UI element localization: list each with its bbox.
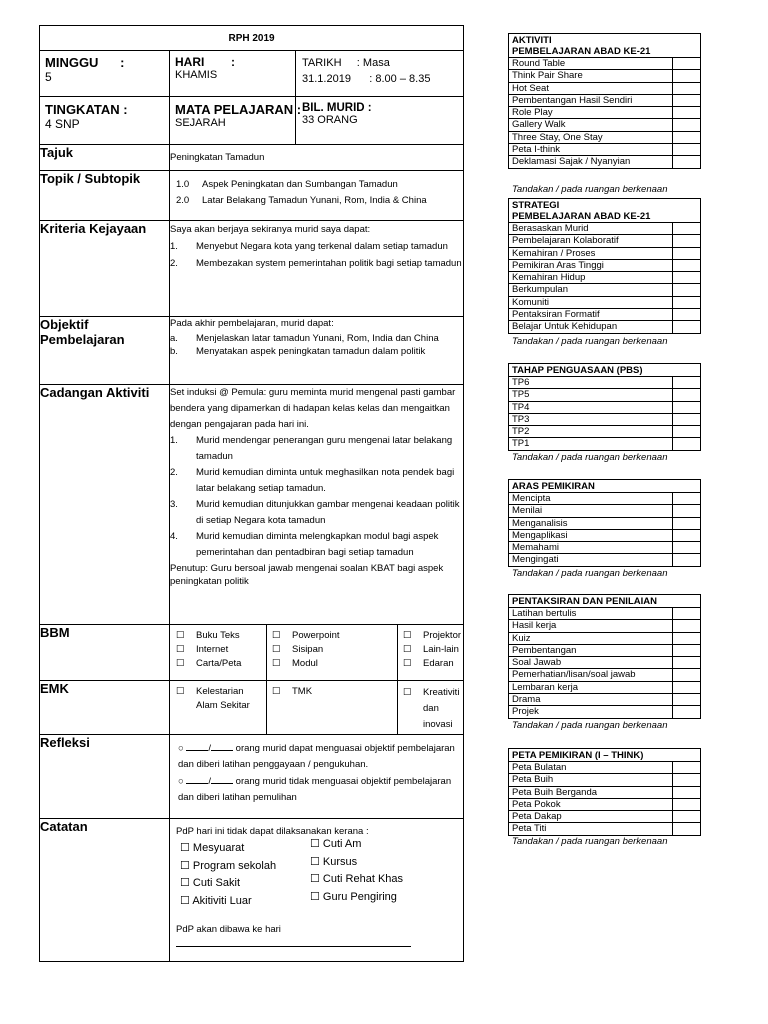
checkbox-icon[interactable]: ☐ bbox=[310, 873, 323, 885]
cadangan-item: 2. Murid kemudian diminta untuk meghasilkan nota pendek bagi latar belakang setiap tamadun. bbox=[170, 467, 455, 494]
list-item bbox=[509, 669, 701, 681]
list-item-label: Peta Dakap bbox=[509, 811, 673, 823]
mapel-value: SEJARAH bbox=[175, 117, 226, 129]
blank-field[interactable] bbox=[211, 740, 233, 751]
list-item bbox=[509, 156, 701, 168]
bullet-circle-icon: ○ bbox=[178, 743, 187, 754]
checkbox-icon[interactable]: ☐ bbox=[176, 630, 185, 641]
list-item bbox=[509, 58, 701, 70]
list-item bbox=[509, 517, 701, 529]
list-item-label: Pembentangan bbox=[509, 644, 673, 656]
emk-option[interactable]: ☐ TMK bbox=[272, 686, 313, 697]
list-item bbox=[509, 272, 701, 284]
refleksi-line: ○ / orang murid dapat menguasai objektif pembelajaran dan diberi latihan penggayaan / pengukuhan. bbox=[178, 740, 458, 773]
list-item bbox=[509, 620, 701, 632]
list-item bbox=[509, 144, 701, 156]
rph-title-cell bbox=[40, 26, 464, 51]
tick-cell[interactable] bbox=[673, 517, 701, 529]
tick-cell[interactable] bbox=[673, 119, 701, 131]
list-item bbox=[509, 608, 701, 620]
aras-note: Tandakan / pada ruangan berkenaan bbox=[512, 568, 668, 579]
tick-cell[interactable] bbox=[673, 620, 701, 632]
list-item bbox=[509, 554, 701, 566]
tick-cell[interactable] bbox=[673, 247, 701, 259]
list-item bbox=[509, 107, 701, 119]
list-item bbox=[509, 377, 701, 389]
objektif-label: Objektif Pembelajaran bbox=[40, 317, 170, 385]
checkbox-icon[interactable]: ☐ bbox=[180, 842, 193, 854]
list-item-label: Mengingati bbox=[509, 554, 673, 566]
pentaksiran-note: Tandakan / pada ruangan berkenaan bbox=[512, 720, 668, 731]
refleksi-label: Refleksi bbox=[40, 735, 170, 819]
list-item-label: Memahami bbox=[509, 542, 673, 554]
catatan-option[interactable]: ☐ Guru Pengiring bbox=[310, 890, 397, 903]
hari-value: KHAMIS bbox=[175, 69, 218, 81]
checkbox-icon[interactable]: ☐ bbox=[176, 686, 185, 697]
tick-cell[interactable] bbox=[673, 542, 701, 554]
checkbox-icon[interactable]: ☐ bbox=[180, 894, 193, 907]
tick-cell[interactable] bbox=[673, 107, 701, 119]
list-item bbox=[509, 505, 701, 517]
strategi-title: STRATEGI PEMBELAJARAN ABAD KE-21 bbox=[509, 199, 701, 223]
list-item bbox=[509, 644, 701, 656]
list-item bbox=[509, 131, 701, 143]
tick-cell[interactable] bbox=[673, 554, 701, 566]
checkbox-icon[interactable]: ☐ bbox=[180, 859, 193, 872]
bbm-option[interactable]: ☐ Sisipan bbox=[272, 644, 324, 655]
list-item-label: Peta Buih Berganda bbox=[509, 786, 673, 798]
aktiviti-note: Tandakan / pada ruangan berkenaan bbox=[512, 184, 668, 195]
topik-content bbox=[170, 171, 464, 221]
tick-cell[interactable] bbox=[673, 669, 701, 681]
tarikh-cell bbox=[296, 51, 464, 97]
mapel-label: MATA PELAJARAN : bbox=[175, 102, 302, 117]
catatan-option[interactable]: ☐ Program sekolah bbox=[180, 859, 277, 872]
tick-cell[interactable] bbox=[673, 259, 701, 271]
catatan-option[interactable]: ☐ Cuti Am bbox=[310, 838, 362, 850]
cadangan-item: 4. Murid kemudian diminta melengkapkan modul bagi aspek pemerintahan dan pentadbiran bagi setiap tamadun bbox=[170, 531, 439, 558]
list-item bbox=[509, 493, 701, 505]
tick-cell[interactable] bbox=[673, 296, 701, 308]
list-item-label: Round Table bbox=[509, 58, 673, 70]
checkbox-icon[interactable]: ☐ bbox=[310, 838, 323, 850]
murid-value: 33 ORANG bbox=[302, 114, 358, 126]
list-item bbox=[509, 223, 701, 235]
cadangan-intro: Set induksi @ Pemula: guru meminta murid mengenal pasti gambar bendera yang dipamerkan di hadapan kelas kelas dan mengaitkan dengan pengajaran pada hari ini. bbox=[170, 387, 456, 430]
checkbox-icon[interactable]: ☐ bbox=[403, 630, 412, 641]
list-item bbox=[509, 259, 701, 271]
emk-option[interactable]: ☐ Kelestarian Alam Sekitar bbox=[176, 686, 250, 711]
catatan-option[interactable]: ☐ Akitiviti Luar bbox=[180, 894, 252, 907]
tick-cell[interactable] bbox=[673, 774, 701, 786]
bbm-option[interactable]: ☐ Lain-lain bbox=[403, 644, 459, 655]
list-item bbox=[509, 798, 701, 810]
tick-cell[interactable] bbox=[673, 706, 701, 718]
list-item-label: Berkumpulan bbox=[509, 284, 673, 296]
blank-field[interactable] bbox=[186, 773, 208, 784]
list-item bbox=[509, 321, 701, 333]
list-item-label: Gallery Walk bbox=[509, 119, 673, 131]
checkbox-icon[interactable]: ☐ bbox=[272, 630, 281, 641]
list-item-label: Belajar Untuk Kehidupan bbox=[509, 321, 673, 333]
catatan-blank-line[interactable] bbox=[176, 938, 411, 947]
list-item bbox=[509, 681, 701, 693]
list-item-label: Pentaksiran Formatif bbox=[509, 309, 673, 321]
list-item-label: TP4 bbox=[509, 401, 673, 413]
list-item bbox=[509, 542, 701, 554]
aktiviti-table bbox=[508, 33, 701, 169]
list-item bbox=[509, 413, 701, 425]
topik-label: Topik / Subtopik bbox=[40, 171, 170, 221]
emk-label: EMK bbox=[40, 681, 170, 735]
list-item bbox=[509, 389, 701, 401]
tingkatan-label: TINGKATAN : bbox=[45, 102, 128, 117]
tick-cell[interactable] bbox=[673, 681, 701, 693]
topik-item: 1.0 Aspek Peningkatan dan Sumbangan Tamadun bbox=[176, 179, 398, 190]
tick-cell[interactable] bbox=[673, 798, 701, 810]
blank-field[interactable] bbox=[211, 773, 233, 784]
emk-option[interactable]: ☐ Kreativiti dan inovasi bbox=[403, 687, 460, 730]
list-item-label: Kuiz bbox=[509, 632, 673, 644]
kriteria-intro: Saya akan berjaya sekiranya murid saya dapat: bbox=[170, 224, 371, 235]
list-item-label: Mencipta bbox=[509, 493, 673, 505]
hari-label: HARI : bbox=[175, 55, 235, 69]
list-item-label: Kemahiran Hidup bbox=[509, 272, 673, 284]
tick-cell[interactable] bbox=[673, 762, 701, 774]
list-item bbox=[509, 401, 701, 413]
topik-item: 2.0 Latar Belakang Tamadun Yunani, Rom, India & China bbox=[176, 195, 427, 206]
list-item-label: Menilai bbox=[509, 505, 673, 517]
list-item-label: Soal Jawab bbox=[509, 657, 673, 669]
catatan-content bbox=[170, 819, 464, 962]
bullet-circle-icon: ○ bbox=[178, 776, 187, 787]
list-item-label: Peta Pokok bbox=[509, 798, 673, 810]
list-item bbox=[509, 694, 701, 706]
catatan-footer: PdP akan dibawa ke hari bbox=[176, 924, 281, 935]
list-item-label: TP1 bbox=[509, 438, 673, 450]
list-item bbox=[509, 70, 701, 82]
bbm-option[interactable]: ☐ Powerpoint bbox=[272, 630, 340, 641]
checkbox-icon[interactable]: ☐ bbox=[403, 658, 412, 669]
kriteria-item: 1. Menyebut Negara kota yang terkenal dalam setiap tamadun bbox=[170, 241, 448, 252]
minggu-label: MINGGU : bbox=[45, 55, 125, 70]
tick-cell[interactable] bbox=[673, 401, 701, 413]
list-item-label: Kemahiran / Proses bbox=[509, 247, 673, 259]
bbm-col2 bbox=[267, 625, 398, 681]
emk-col3 bbox=[398, 681, 464, 735]
list-item bbox=[509, 438, 701, 450]
tick-cell[interactable] bbox=[673, 426, 701, 438]
aras-title: ARAS PEMIKIRAN bbox=[509, 480, 701, 493]
list-item bbox=[509, 284, 701, 296]
cadangan-content bbox=[170, 385, 464, 625]
tajuk-value: Peningkatan Tamadun bbox=[170, 145, 464, 171]
list-item bbox=[509, 657, 701, 669]
checkbox-icon[interactable]: ☐ bbox=[272, 644, 281, 655]
catatan-option[interactable]: ☐ Kursus bbox=[310, 855, 358, 868]
catatan-intro: PdP hari ini tidak dapat dilaksanakan kerana : bbox=[176, 826, 369, 837]
tick-cell[interactable] bbox=[673, 786, 701, 798]
peta-table bbox=[508, 748, 701, 836]
tick-cell[interactable] bbox=[673, 156, 701, 168]
list-item bbox=[509, 706, 701, 718]
list-item bbox=[509, 774, 701, 786]
checkbox-icon[interactable]: ☐ bbox=[176, 644, 185, 655]
bbm-option[interactable]: ☐ Projektor bbox=[403, 630, 462, 641]
tick-cell[interactable] bbox=[673, 644, 701, 656]
aras-rows bbox=[509, 493, 701, 567]
tick-cell[interactable] bbox=[673, 131, 701, 143]
pentaksiran-table bbox=[508, 594, 701, 719]
peta-note: Tandakan / pada ruangan berkenaan bbox=[512, 836, 668, 847]
tahap-note: Tandakan / pada ruangan berkenaan bbox=[512, 452, 668, 463]
emk-col2 bbox=[267, 681, 398, 735]
tick-cell[interactable] bbox=[673, 321, 701, 333]
list-item bbox=[509, 529, 701, 541]
aktiviti-title: AKTIVITI PEMBELAJARAN ABAD KE-21 bbox=[509, 34, 701, 58]
list-item-label: Three Stay, One Stay bbox=[509, 131, 673, 143]
tick-cell[interactable] bbox=[673, 309, 701, 321]
list-item-label: Hasil kerja bbox=[509, 620, 673, 632]
objektif-content bbox=[170, 317, 464, 385]
refleksi-line: ○ / orang murid tidak menguasai objektif pembelajaran dan diberi latihan pemulihan bbox=[178, 773, 458, 806]
bbm-option[interactable]: ☐ Buku Teks bbox=[176, 630, 240, 641]
minggu-value: 5 bbox=[45, 70, 52, 84]
tick-cell[interactable] bbox=[673, 389, 701, 401]
kriteria-content bbox=[170, 221, 464, 317]
bbm-col3 bbox=[398, 625, 464, 681]
tick-cell[interactable] bbox=[673, 284, 701, 296]
murid-label: BIL. MURID : bbox=[302, 102, 372, 114]
bbm-option[interactable]: ☐ Modul bbox=[272, 658, 318, 669]
list-item-label: Peta I-think bbox=[509, 144, 673, 156]
tick-cell[interactable] bbox=[673, 94, 701, 106]
rph-table bbox=[39, 25, 464, 962]
list-item bbox=[509, 82, 701, 94]
cadangan-label: Cadangan Aktiviti bbox=[40, 385, 170, 625]
cadangan-item: 1. Murid mendengar penerangan guru mengenai latar belakang tamadun bbox=[170, 435, 453, 462]
cadangan-item: 3. Murid kemudian ditunjukkan gambar mengenai keadaan politik di setiap Negara kota tamadun bbox=[170, 499, 460, 526]
murid-cell bbox=[296, 97, 464, 145]
peta-title: PETA PEMIKIRAN (I – THINK) bbox=[509, 749, 701, 762]
rph-title: RPH 2019 bbox=[228, 32, 275, 44]
list-item-label: Latihan bertulis bbox=[509, 608, 673, 620]
catatan-option[interactable]: ☐ Cuti Sakit bbox=[180, 877, 240, 889]
tick-cell[interactable] bbox=[673, 235, 701, 247]
list-item-label: Deklamasi Sajak / Nyanyian bbox=[509, 156, 673, 168]
tingkatan-cell bbox=[40, 97, 170, 145]
list-item bbox=[509, 823, 701, 835]
tick-cell[interactable] bbox=[673, 811, 701, 823]
list-item-label: Pemerhatian/lisan/soal jawab bbox=[509, 669, 673, 681]
tick-cell[interactable] bbox=[673, 82, 701, 94]
list-item bbox=[509, 296, 701, 308]
checkbox-icon[interactable]: ☐ bbox=[176, 658, 185, 669]
tahap-rows bbox=[509, 377, 701, 451]
list-item-label: Peta Titi bbox=[509, 823, 673, 835]
bbm-option[interactable]: ☐ Carta/Peta bbox=[176, 658, 242, 669]
objektif-item: a. Menjelaskan latar tamadun Yunani, Rom, India dan China bbox=[170, 333, 439, 344]
checkbox-icon[interactable]: ☐ bbox=[310, 855, 323, 868]
tingkatan-value: 4 SNP bbox=[45, 117, 80, 131]
list-item bbox=[509, 762, 701, 774]
tick-cell[interactable] bbox=[673, 657, 701, 669]
checkbox-icon[interactable]: ☐ bbox=[403, 644, 412, 655]
strategi-note: Tandakan / pada ruangan berkenaan bbox=[512, 336, 668, 347]
tick-cell[interactable] bbox=[673, 632, 701, 644]
list-item-label: Menganalisis bbox=[509, 517, 673, 529]
blank-field[interactable] bbox=[186, 740, 208, 751]
list-item bbox=[509, 235, 701, 247]
list-item-label: Pembentangan Hasil Sendiri bbox=[509, 94, 673, 106]
list-item-label: Komuniti bbox=[509, 296, 673, 308]
pentaksiran-title: PENTAKSIRAN DAN PENILAIAN bbox=[509, 595, 701, 608]
list-item-label: Lembaran kerja bbox=[509, 681, 673, 693]
tick-cell[interactable] bbox=[673, 493, 701, 505]
strategi-table bbox=[508, 198, 701, 334]
bbm-option[interactable]: ☐ Edaran bbox=[403, 658, 454, 669]
cadangan-penutup: Penutup: Guru bersoal jawab mengenai soalan KBAT bagi aspek peningkatan politik bbox=[170, 563, 444, 587]
kriteria-item: 2. Membezakan system pemerintahan politik bagi setiap tamadun bbox=[170, 258, 462, 269]
list-item-label: Mengaplikasi bbox=[509, 529, 673, 541]
aktiviti-rows bbox=[509, 58, 701, 169]
tick-cell[interactable] bbox=[673, 58, 701, 70]
tick-cell[interactable] bbox=[673, 272, 701, 284]
list-item-label: Think Pair Share bbox=[509, 70, 673, 82]
tick-cell[interactable] bbox=[673, 505, 701, 517]
bbm-label: BBM bbox=[40, 625, 170, 681]
list-item bbox=[509, 309, 701, 321]
emk-col1 bbox=[170, 681, 267, 735]
list-item-label: TP3 bbox=[509, 413, 673, 425]
minggu-cell bbox=[40, 51, 170, 97]
list-item bbox=[509, 786, 701, 798]
tick-cell[interactable] bbox=[673, 529, 701, 541]
list-item-label: Projek bbox=[509, 706, 673, 718]
catatan-option[interactable]: ☐ Cuti Rehat Khas bbox=[310, 873, 404, 885]
catatan-option[interactable]: ☐ Mesyuarat bbox=[180, 842, 245, 854]
tick-cell[interactable] bbox=[673, 608, 701, 620]
list-item-label: Peta Buih bbox=[509, 774, 673, 786]
objektif-item: b. Menyatakan aspek peningkatan tamadun dalam politik bbox=[170, 346, 426, 357]
tarikh-line1: TARIKH : Masa bbox=[302, 57, 390, 69]
bbm-option[interactable]: ☐ Internet bbox=[176, 644, 229, 655]
checkbox-icon[interactable]: ☐ bbox=[403, 687, 412, 698]
aras-table bbox=[508, 479, 701, 567]
checkbox-icon[interactable]: ☐ bbox=[180, 877, 193, 889]
tick-cell[interactable] bbox=[673, 413, 701, 425]
list-item-label: Hot Seat bbox=[509, 82, 673, 94]
tick-cell[interactable] bbox=[673, 377, 701, 389]
pentaksiran-rows bbox=[509, 608, 701, 719]
checkbox-icon[interactable]: ☐ bbox=[310, 890, 323, 903]
list-item bbox=[509, 426, 701, 438]
tick-cell[interactable] bbox=[673, 823, 701, 835]
tajuk-label: Tajuk bbox=[40, 145, 170, 171]
list-item-label: Role Play bbox=[509, 107, 673, 119]
list-item bbox=[509, 119, 701, 131]
tahap-title: TAHAP PENGUASAAN (PBS) bbox=[509, 364, 701, 377]
refleksi-content bbox=[170, 735, 464, 819]
list-item-label: TP6 bbox=[509, 377, 673, 389]
tick-cell[interactable] bbox=[673, 223, 701, 235]
tick-cell[interactable] bbox=[673, 144, 701, 156]
objektif-intro: Pada akhir pembelajaran, murid dapat: bbox=[170, 318, 334, 329]
list-item bbox=[509, 94, 701, 106]
checkbox-icon[interactable]: ☐ bbox=[272, 658, 281, 669]
kriteria-label: Kriteria Kejayaan bbox=[40, 221, 170, 317]
tahap-table bbox=[508, 363, 701, 451]
list-item-label: Pembelajaran Kolaboratif bbox=[509, 235, 673, 247]
list-item bbox=[509, 247, 701, 259]
list-item-label: Drama bbox=[509, 694, 673, 706]
list-item-label: TP2 bbox=[509, 426, 673, 438]
list-item bbox=[509, 811, 701, 823]
tarikh-line2: 31.1.2019 : 8.00 – 8.35 bbox=[302, 73, 431, 85]
mapel-cell bbox=[170, 97, 302, 145]
list-item-label: Berasaskan Murid bbox=[509, 223, 673, 235]
catatan-label: Catatan bbox=[40, 819, 170, 962]
bbm-col1 bbox=[170, 625, 267, 681]
tick-cell[interactable] bbox=[673, 70, 701, 82]
list-item-label: Pemikiran Aras Tinggi bbox=[509, 259, 673, 271]
strategi-rows bbox=[509, 223, 701, 334]
list-item-label: TP5 bbox=[509, 389, 673, 401]
tick-cell[interactable] bbox=[673, 694, 701, 706]
tick-cell[interactable] bbox=[673, 438, 701, 450]
peta-rows bbox=[509, 762, 701, 836]
list-item bbox=[509, 632, 701, 644]
checkbox-icon[interactable]: ☐ bbox=[272, 686, 281, 697]
hari-cell bbox=[170, 51, 296, 97]
list-item-label: Peta Bulatan bbox=[509, 762, 673, 774]
